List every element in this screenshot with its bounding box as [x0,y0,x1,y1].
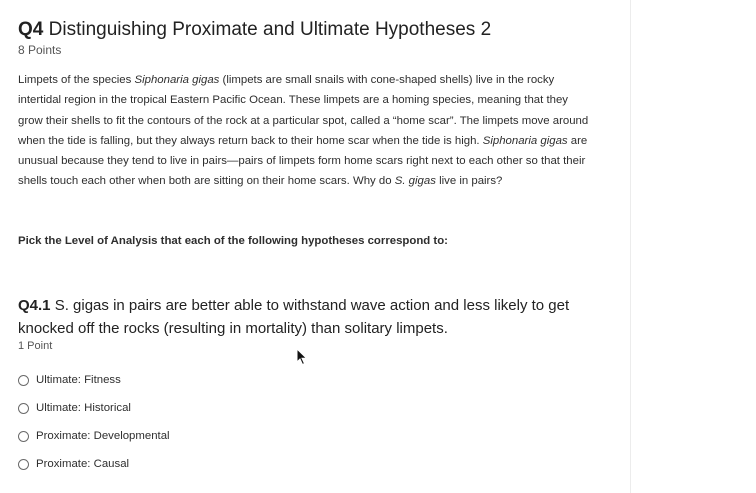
prompt-text: (limpets are small snails with cone-shaped shells) live in the rocky intertidal region in the tropical Eastern Pacific Ocean. These limpets are a homing species, meaning that they grow their shells to fit the contours of the rock at a particular spot, called a “home scar”. The limpets move around when the tide is falling, but they always return back to their home scar when the tide is high. [18,74,589,147]
option-label: Proximate: Developmental [36,430,170,442]
subquestion-title [18,294,603,340]
prompt-text: are unusual because they tend to live in pairs—pairs of limpets form home scars right next to each other so that their shells touch each other when both are sitting on their home scars. Why do [18,134,588,188]
question-points: 8 Points [18,43,62,57]
subquestion-text: S. gigas in pairs are better able to withstand wave action and less likely to get knocked off the rocks (resulting in mortality) than solitary limpets. [18,297,570,337]
radio-unselected-icon[interactable] [18,459,29,470]
subquestion-number: Q4.1 [18,297,51,314]
species-name: Siphonaria gigas [134,74,220,86]
question-title [18,19,491,41]
question-title-text: Distinguishing Proximate and Ultimate Hypotheses 2 [48,19,492,40]
option-label: Proximate: Causal [36,458,130,470]
right-gutter [630,0,756,493]
radio-unselected-icon[interactable] [18,375,29,386]
option-proximate-causal[interactable] [18,450,170,478]
question-instruction: Pick the Level of Analysis that each of the following hypotheses correspond to: [18,235,448,247]
subquestion-points: 1 Point [18,340,53,352]
species-abbrev: S. gigas [394,175,436,188]
option-ultimate-fitness[interactable] [18,366,170,394]
answer-options [18,366,170,478]
prompt-text: live in pairs? [435,175,503,188]
mouse-pointer-icon [296,348,308,366]
option-proximate-developmental[interactable] [18,422,170,450]
radio-unselected-icon[interactable] [18,403,29,414]
question-prompt [18,70,593,192]
option-label: Ultimate: Historical [36,402,131,414]
question-number: Q4 [18,19,44,40]
option-ultimate-historical[interactable] [18,394,170,422]
radio-unselected-icon[interactable] [18,431,29,442]
species-name: Siphonaria gigas [482,134,568,147]
prompt-text: Limpets of the species [18,74,135,86]
option-label: Ultimate: Fitness [36,374,121,386]
